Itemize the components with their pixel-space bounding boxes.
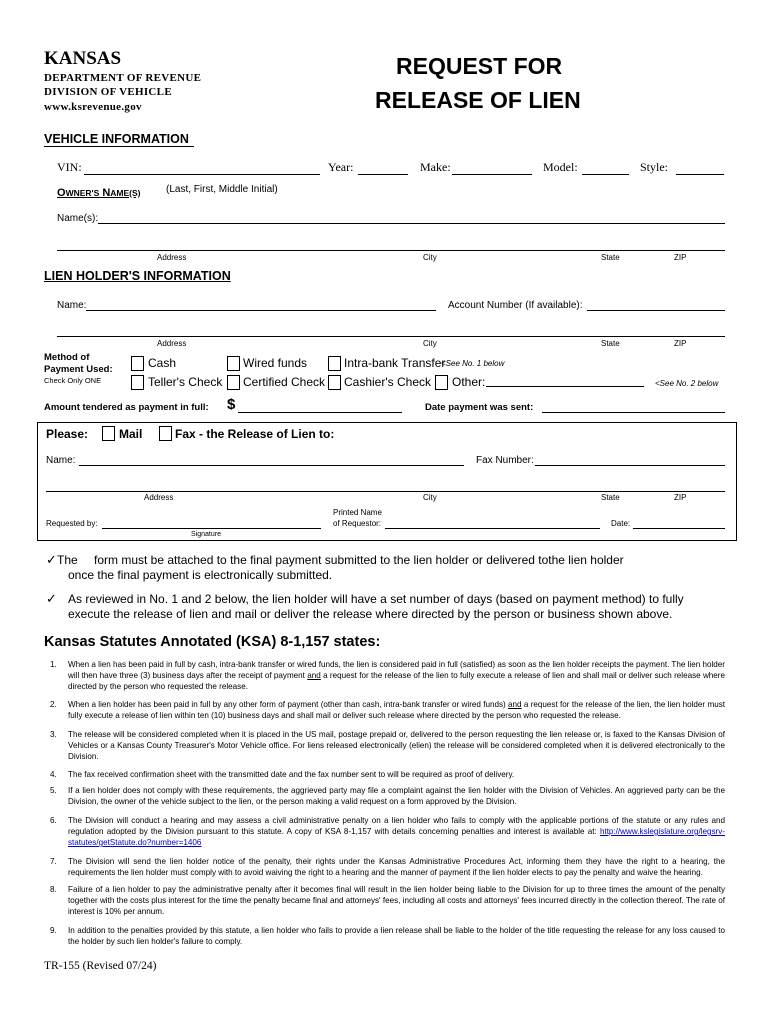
- date-sent-label: Date payment was sent:: [425, 402, 534, 413]
- please-city-caption: City: [423, 493, 437, 502]
- cashiers-check-label: Cashier's Check: [344, 375, 431, 389]
- owner-state-caption: State: [601, 253, 620, 262]
- requested-by-label: Requested by:: [46, 519, 98, 528]
- dollar-sign: $: [227, 396, 236, 413]
- note1-line1: form must be attached to the final payment submitted to the lien holder or delivered tothe lien holder: [94, 553, 624, 567]
- fax-number-field[interactable]: [535, 465, 725, 466]
- other-label: Other:: [452, 375, 486, 389]
- statute-item-2: When a lien holder has been paid in full by any other form of payment (other than cash, intra-bank transfer or wired funds) and a request for the release of the lien, the lien holder must fully execute a release of lien within ten (10) business days and shall mail or deliver such release where directed by the person who requested the release.: [68, 700, 725, 720]
- lienholder-heading: LIEN HOLDER'S INFORMATION: [44, 269, 231, 283]
- cash-checkbox[interactable]: [131, 356, 144, 371]
- other-checkbox[interactable]: [435, 375, 448, 390]
- state-name: KANSAS: [44, 48, 122, 69]
- lienholder-city-caption: City: [423, 339, 437, 348]
- form-id: TR-155 (Revised 07/24): [44, 960, 157, 972]
- statute-number: 3.: [50, 730, 57, 739]
- please-name-label: Name:: [46, 455, 76, 466]
- date-sent-field[interactable]: [542, 412, 725, 413]
- website: www.ksrevenue.gov: [44, 101, 142, 113]
- make-label: Make:: [420, 160, 451, 174]
- model-label: Model:: [543, 160, 578, 174]
- statute-item-7: The Division will send the lien holder notice of the penalty, their rights under the Kansas Administrative Procedures Act, informing them they have the right to a hearing, the requirements the lien holder must comply with to avoid waiving the right to a hearing and the manner of payment if the lien holder elects to pay the penalty and waive the hearing.: [68, 857, 725, 877]
- form-title-line1: REQUEST FOR: [396, 53, 563, 79]
- see-note-1: <See No. 1 below: [441, 359, 505, 368]
- statute-number: 7.: [50, 857, 57, 866]
- lienholder-name-label: Name:: [57, 300, 87, 311]
- cash-label: Cash: [148, 356, 177, 370]
- intrabank-label: Intra-bank Transfer: [344, 356, 446, 370]
- statute-number: 2.: [50, 700, 57, 709]
- division-line: DIVISION OF VEHICLE: [44, 86, 172, 98]
- vin-field[interactable]: [84, 174, 320, 175]
- statute-number: 1.: [50, 660, 57, 669]
- year-label: Year:: [328, 160, 354, 174]
- department-line: DEPARTMENT OF REVENUE: [44, 72, 202, 84]
- owner-heading: OWNER'S NAME(S): [57, 187, 141, 199]
- printed-name-label-2: of Requestor:: [333, 519, 382, 528]
- vehicle-info-heading: VEHICLE INFORMATION: [44, 132, 189, 146]
- note2-checkmark: ✓: [46, 591, 57, 606]
- please-zip-caption: ZIP: [674, 493, 687, 502]
- request-date-label: Date:: [611, 519, 631, 528]
- please-name-field[interactable]: [79, 465, 464, 466]
- fax-checkbox[interactable]: [159, 426, 172, 441]
- lienholder-address-field[interactable]: [57, 336, 725, 337]
- lienholder-name-field[interactable]: [86, 310, 436, 311]
- note1-line2: once the final payment is electronically submitted.: [68, 568, 333, 582]
- statute-number: 8.: [50, 885, 57, 894]
- vin-label: VIN:: [57, 160, 82, 174]
- make-field[interactable]: [452, 174, 532, 175]
- signature-caption: Signature: [191, 531, 221, 538]
- note2-line1: As reviewed in No. 1 and 2 below, the lien holder will have a set number of days (based on payment method) to fully: [68, 592, 684, 606]
- printed-name-label-1: Printed Name: [333, 508, 382, 517]
- request-date-field[interactable]: [633, 528, 725, 529]
- see-note-2: <See No. 2 below: [655, 379, 719, 388]
- method-label-1: Method of: [44, 352, 90, 363]
- certified-check-label: Certified Check: [243, 375, 326, 389]
- statute-item-6: The Division will conduct a hearing and may assess a civil administrative penalty on a lien holder who fails to comply with the applicable portions of the statute or any rules and regulation adopted by the Division pursuant to this statute. A copy of KSA 8-1,157 with details concerning penalties and interest is available at: http://www.kslegislature.org/legsrv-statutes/getStatute.do?number=1406: [68, 816, 725, 847]
- tellers-check-label: Teller's Check: [148, 375, 223, 389]
- statutes-heading: Kansas Statutes Annotated (KSA) 8-1,157 states:: [44, 634, 381, 650]
- fax-number-label: Fax Number:: [476, 455, 534, 466]
- lienholder-address-caption: Address: [157, 339, 187, 348]
- please-address-field[interactable]: [46, 491, 725, 492]
- owner-zip-caption: ZIP: [674, 253, 687, 262]
- please-state-caption: State: [601, 493, 620, 502]
- mail-checkbox[interactable]: [102, 426, 115, 441]
- other-field[interactable]: [486, 386, 644, 387]
- statute-item-3: The release will be considered completed when it is placed in the US mail, postage prepaid or, delivered to the person requesting the lien release or, is faxed to the Kansas Division of Vehicles or a Kansas County Treasurer's Motor Vehicle office. For liens released electronically (elien) the release will be considered completed when it is delivered electronically to the Division.: [68, 730, 725, 761]
- statute-link[interactable]: http://www.kslegislature.org/legsrv-statutes/getStatute.do?number=1406: [68, 827, 725, 847]
- owner-names-field[interactable]: [98, 223, 725, 224]
- owner-address-caption: Address: [157, 253, 187, 262]
- note1-checkmark: ✓: [46, 552, 57, 567]
- wired-funds-checkbox[interactable]: [227, 356, 240, 371]
- tellers-check-checkbox[interactable]: [131, 375, 144, 390]
- owner-address-field[interactable]: [57, 250, 725, 251]
- statute-item-4: The fax received confirmation sheet with the transmitted date and the fax number sent to will be required as proof of delivery.: [68, 770, 515, 779]
- intrabank-checkbox[interactable]: [328, 356, 341, 371]
- model-field[interactable]: [582, 174, 629, 175]
- owner-note: (Last, First, Middle Initial): [166, 184, 278, 195]
- style-field[interactable]: [676, 174, 724, 175]
- statute-item-1: When a lien has been paid in full by cash, intra-bank transfer or wired funds, the lien is considered paid in full (satisfied) as soon as the lien holder receipts the payment. The lien holder will then have three (3) business days after the receipt of payment and a request for the release of the lien to fully execute a release of lien and shall mail or deliver such release where directed by the person who requested the release.: [68, 660, 725, 691]
- printed-name-field[interactable]: [385, 528, 600, 529]
- statute-item-5: If a lien holder does not comply with these requirements, the aggrieved party may file a complaint against the lien holder with the Division of Vehicles. An aggrieved party can be the Division, the owner of the vehicle subject to the lien, or the person making a valid request on a form approved by the Division.: [68, 786, 725, 806]
- statute-number: 6.: [50, 816, 57, 825]
- requested-by-field[interactable]: [102, 528, 321, 529]
- mail-label: Mail: [119, 427, 143, 441]
- wired-funds-label: Wired funds: [243, 356, 308, 370]
- method-label-2: Payment Used:: [44, 364, 113, 375]
- certified-check-checkbox[interactable]: [227, 375, 240, 390]
- statute-number: 9.: [50, 926, 57, 935]
- amount-field[interactable]: [238, 412, 402, 413]
- account-number-label: Account Number (If available):: [448, 300, 583, 311]
- please-label: Please:: [46, 427, 89, 441]
- cashiers-check-checkbox[interactable]: [328, 375, 341, 390]
- check-only-label: Check Only ONE: [44, 376, 102, 385]
- year-field[interactable]: [358, 174, 408, 175]
- fax-label: Fax - the Release of Lien to:: [175, 427, 335, 441]
- lienholder-zip-caption: ZIP: [674, 339, 687, 348]
- lienholder-state-caption: State: [601, 339, 620, 348]
- statute-number: 4.: [50, 770, 57, 779]
- owner-names-label: Name(s):: [57, 213, 99, 224]
- statute-number: 5.: [50, 786, 57, 795]
- style-label: Style:: [640, 160, 669, 174]
- account-number-field[interactable]: [587, 310, 725, 311]
- statute-item-9: In addition to the penalties provided by this statute, a lien holder who fails to provide a lien release shall be liable to the holder of the title requesting the release for any loss caused to the holder by such lien holder's failure to comply.: [68, 926, 725, 946]
- owner-city-caption: City: [423, 253, 437, 262]
- form-title-line2: RELEASE OF LIEN: [375, 87, 581, 113]
- please-address-caption: Address: [144, 493, 174, 502]
- note1-the: The: [57, 553, 78, 567]
- statute-item-8: Failure of a lien holder to pay the administrative penalty after it becomes final will result in the lien holder being liable to the Division for up to three times the amount of the penalty together with the costs plus interest for the time the penalty became final and attorneys' fees, including all costs and attorneys' fees incurred directly in the collection thereof. The rate of interest is 10% per annum.: [68, 885, 725, 916]
- amount-label: Amount tendered as payment in full:: [44, 402, 209, 413]
- note2-line2: execute the release of lien and mail or deliver the release where directed by the person or business shown above.: [68, 607, 673, 621]
